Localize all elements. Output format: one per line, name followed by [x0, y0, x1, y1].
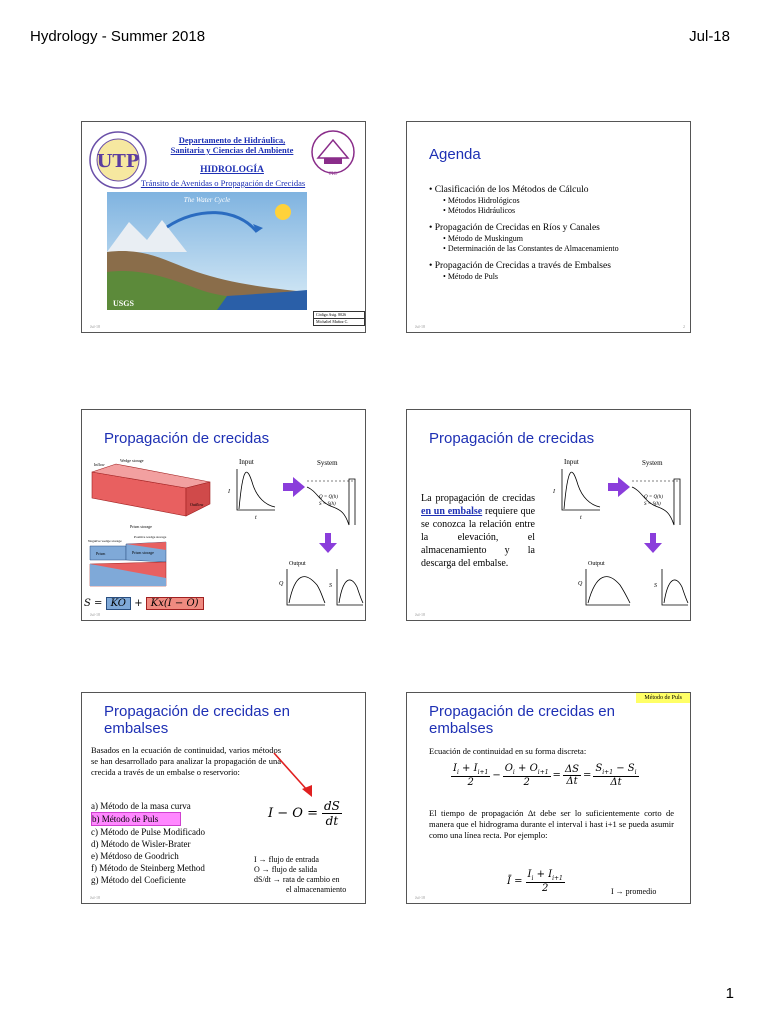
dept-line-1: Departamento de Hidráulica,	[178, 135, 286, 145]
water-cycle-illustration	[107, 192, 307, 310]
method-item: f) Método de Steinberg Method	[91, 863, 205, 873]
slide-footer: Jul-18	[415, 324, 425, 329]
method-item: d) Método de Wisler-Brater	[91, 839, 191, 849]
agenda-item: • Clasificación de los Métodos de Cálculo	[429, 185, 589, 195]
label-inflow: Inflow	[94, 462, 105, 467]
slide-title: Propagación de crecidas en embalses	[429, 703, 615, 737]
label-outflow: Outflow	[190, 502, 204, 507]
red-arrow	[272, 751, 322, 801]
input-system-output-diagram	[225, 455, 365, 620]
svg-text:t: t	[580, 515, 582, 521]
svg-text:Q: Q	[279, 581, 284, 587]
eq-s: S = S(h)	[644, 502, 661, 507]
slide-footer: Jul-18	[415, 612, 425, 617]
discrete-continuity-equation: $I_i + I_{i+1}$ 2 − $\frac{O_i + O_{i+1}}{2}$ = $\frac{\Delta S}{\Delta t}$ = $\frac{S_{i+1} - S_i}{\Delta t}$	[453, 763, 637, 788]
eq-q: Q = Q(h)	[319, 495, 338, 500]
slide-3	[81, 409, 366, 621]
agenda-subitem: • Método de Muskingum	[443, 234, 523, 243]
slide-4	[406, 409, 691, 621]
slide-1	[81, 121, 366, 333]
cycle-title: The Water Cycle	[183, 196, 231, 204]
svg-text:Q: Q	[578, 581, 583, 587]
svg-text:S: S	[654, 583, 657, 589]
label-negative-wedge: Negative wedge storage	[88, 539, 122, 543]
slide-footer: Jul-18	[90, 612, 100, 617]
slide-subtitle: Ecuación de continuidad en su forma discreta:	[429, 746, 587, 756]
svg-text:FIC: FIC	[329, 172, 337, 177]
eq-q: Q = Q(h)	[644, 495, 663, 500]
slide-intro: Basados en la ecuación de continuidad, varios métodos se han desarrollado para analizar la propagación de una crecida a través de un embalse o reservorio:	[91, 745, 281, 777]
label-wedge-storage: Wedge storage	[120, 458, 144, 463]
agenda-subitem: • Métodos Hidráulicos	[443, 206, 516, 215]
civil-faculty-logo	[310, 128, 356, 180]
svg-text:I: I	[553, 489, 555, 495]
course-subtitle: Tránsito de Avenidas o Propagación de Crecidas	[140, 178, 306, 188]
label-prism: Prism	[96, 551, 106, 556]
method-tag: Método de Puls	[636, 693, 690, 703]
course-code: Código Asig. 8026	[314, 312, 364, 319]
input-label: Input	[239, 458, 254, 466]
methods-list	[91, 800, 205, 886]
method-item: a) Método de la masa curva	[91, 801, 191, 811]
slide-title: Propagación de crecidas en embalses	[104, 703, 290, 737]
system-label: System	[642, 459, 663, 467]
agenda-subitem: • Método de Puls	[443, 272, 499, 281]
eq-s: S = S(h)	[319, 502, 336, 507]
method-item: g) Método del Coeficiente	[91, 875, 186, 885]
muskingum-formula: S = KO + Kx(I − O)	[84, 598, 204, 609]
output-label: Output	[588, 561, 605, 567]
agenda-subitem: • Métodos Hidrológicos	[443, 196, 520, 205]
page-header-right: Jul-18	[689, 28, 730, 45]
average-inflow-equation: Ī = $\frac{I_i + I_{i+1}}{2}$	[507, 869, 563, 894]
label-prism-storage: Prism storage	[130, 524, 152, 529]
dept-line-2: Sanitaria y Ciencias del Ambiente	[170, 145, 294, 155]
agenda-subitem: • Determinación de las Constantes de Almacenamiento	[443, 244, 619, 253]
svg-text:S: S	[329, 583, 332, 589]
agenda-item: • Propagación de Crecidas a través de Embalses	[429, 261, 611, 271]
slide-5	[81, 692, 366, 904]
slide-2	[406, 121, 691, 333]
input-system-output-diagram	[550, 455, 690, 620]
label-positive-wedge: Positive wedge storage	[134, 535, 167, 539]
slide-6	[406, 692, 691, 904]
system-label: System	[317, 459, 338, 467]
slide-paragraph: La propagación de crecidas en un embalse requiere que se conozca la relación entre la elevación, el almacenamiento y la descarga del embalse.	[421, 493, 536, 569]
agenda-list	[429, 180, 619, 282]
continuity-equation: I − O = $\frac{dS}{dt}$	[268, 799, 340, 828]
svg-text:UTP: UTP	[96, 151, 140, 172]
svg-text:t: t	[255, 515, 257, 521]
usgs-logo: USGS	[113, 299, 134, 308]
slide-title: Agenda	[429, 146, 481, 163]
slide-footer: Jul-18	[415, 895, 425, 900]
slide-footer: Jul-18	[90, 324, 100, 329]
equation-legend: I → flujo de entrada O → flujo de salida dS/dt → rata de cambio en el almacenamiento	[254, 855, 347, 894]
input-label: Input	[564, 458, 579, 466]
slide-title: Propagación de crecidas	[104, 430, 270, 447]
method-item: c) Método de Pulse Modificado	[91, 827, 205, 837]
page-number: 1	[725, 985, 734, 1002]
course-title: HIDROLOGÍA	[200, 165, 264, 175]
slide-footer: Jul-18	[90, 895, 100, 900]
slide-number: 2	[683, 324, 685, 329]
output-label: Output	[289, 561, 306, 567]
slide-title: Propagación de crecidas	[429, 430, 595, 447]
method-item: e) Métdoso de Goodrich	[91, 851, 179, 861]
method-item-highlighted: b) Método de Puls	[91, 812, 181, 826]
wedge-storage-diagram	[86, 458, 221, 593]
promedio-label: I → promedio	[611, 887, 657, 896]
page-header-left: Hydrology - Summer 2018	[30, 28, 206, 45]
svg-text:I: I	[228, 489, 230, 495]
agenda-item: • Propagación de Crecidas en Ríos y Canales	[429, 223, 600, 233]
author-name: Michaliel Muñoz C.	[316, 319, 349, 324]
label-prism-storage-2: Prism storage	[132, 550, 154, 555]
slide-paragraph: El tiempo de propagación Δt debe ser lo suficientemente corto de manera que el hidrograma durante el interval i hast i+1 se pueda asumir como una línea recta. Por ejemplo:	[429, 808, 674, 840]
